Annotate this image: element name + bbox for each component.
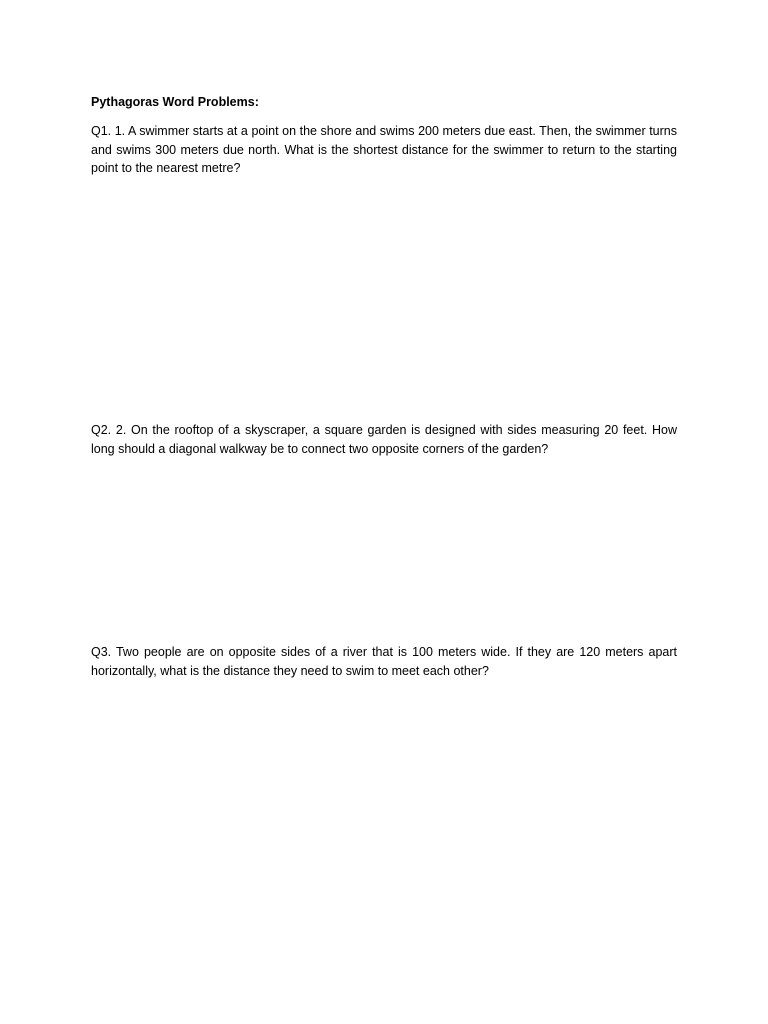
question-2: Q2. 2. On the rooftop of a skyscraper, a square garden is designed with sides measuring 20 feet. How long should a diagonal walkway be to connect two opposite corners of the garden? (91, 423, 677, 456)
question-3: Q3. Two people are on opposite sides of a river that is 100 meters wide. If they are 120 meters apart horizontally, what is the distance they need to swim to meet each other? (91, 645, 677, 678)
document-title: Pythagoras Word Problems: (91, 95, 259, 109)
question-1: Q1. 1. A swimmer starts at a point on the shore and swims 200 meters due east. Then, the swimmer turns and swims 300 meters due north. What is the shortest distance for the swimmer to return to the starting point to the nearest metre? (91, 124, 677, 176)
